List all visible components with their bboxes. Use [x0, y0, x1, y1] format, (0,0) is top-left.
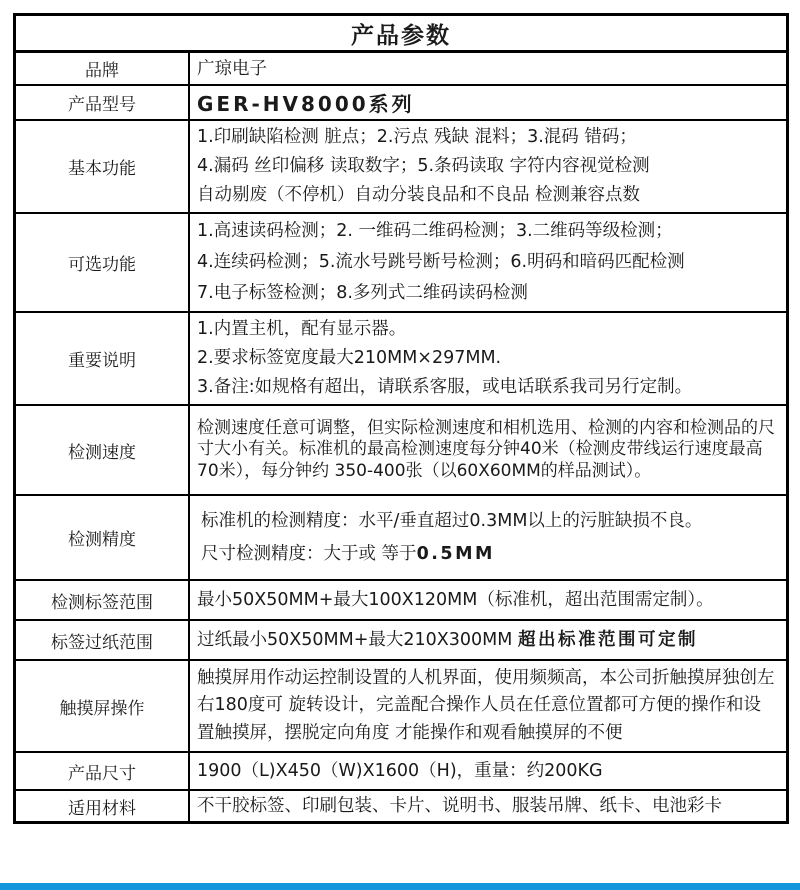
- spec-row-materials: [16, 791, 786, 821]
- paper-range-bold: 超出标准范围可定制: [517, 630, 698, 650]
- paper-range-value: [197, 628, 778, 652]
- row-label-materials: 适用材料: [16, 791, 190, 821]
- dimensions-value: 1900（L)X450（W)X1600（H)，重量：约200KG: [197, 761, 603, 781]
- basic-functions-line1: 1.印刷缺陷检测 脏点；2.污点 残缺 混料；3.混码 错码；: [197, 127, 637, 147]
- important-notes-line1: 1.内置主机，配有显示器。: [197, 319, 407, 339]
- spec-row-important-notes: [16, 313, 786, 406]
- brand-value: 广琼电子: [197, 58, 267, 79]
- spec-row-optional-functions: [16, 214, 786, 313]
- detection-precision-line2-bold: 0.5MM: [416, 543, 495, 564]
- detection-precision-line2-text: 尺寸检测精度：大于或 等于: [201, 543, 417, 564]
- materials-value: 不干胶标签、印刷包装、卡片、说明书、服装吊牌、纸卡、电池彩卡: [197, 796, 722, 816]
- basic-functions-line2: 4.漏码 丝印偏移 读取数字；5.条码读取 字符内容视觉检测: [197, 156, 650, 176]
- spec-row-basic-functions: [16, 121, 786, 214]
- touchscreen-text: 触摸屏用作动运控制设置的人机界面，使用频频高，本公司折触摸屏独创左右180度可 旋转设计，完盖配合操作人员在任意位置都可方便的操作和设置触摸屏，摆脱定向角度 才能操作和观看触摸屏的不便: [197, 667, 775, 743]
- optional-functions-line2: 4.连续码检测；5.流水号跳号断号检测；6.明码和暗码匹配检测: [197, 252, 685, 272]
- row-label-detection-precision: 检测精度: [16, 496, 190, 579]
- spec-row-paper-range: [16, 621, 786, 661]
- spec-row-detection-speed: [16, 406, 786, 496]
- spec-table: [13, 13, 789, 824]
- important-notes-line3: 3.备注:如规格有超出，请联系客服，或电话联系我司另行定制。: [197, 377, 693, 397]
- row-label-important-notes: 重要说明: [16, 313, 190, 404]
- label-range-value: 最小50X50MM+最大100X120MM（标准机，超出范围需定制）。: [197, 590, 714, 610]
- spec-row-model: [16, 86, 786, 121]
- model-value: GER-HV8000系列: [197, 92, 415, 116]
- table-title: 产品参数: [16, 16, 786, 53]
- row-label-paper-range: 标签过纸范围: [16, 621, 190, 659]
- row-label-touchscreen: 触摸屏操作: [16, 661, 190, 751]
- important-notes-line2: 2.要求标签宽度最大210MM×297MM.: [197, 348, 502, 368]
- row-label-model: 产品型号: [16, 86, 190, 119]
- row-label-detection-speed: 检测速度: [16, 406, 190, 494]
- detection-precision-line1: 标准机的检测精度：水平/垂直超过0.3MM以上的污脏缺损不良。: [201, 510, 703, 531]
- spec-row-brand: [16, 53, 786, 86]
- row-label-label-range: 检测标签范围: [16, 581, 190, 619]
- row-label-brand: 品牌: [16, 53, 190, 84]
- detection-precision-line2: [197, 538, 778, 571]
- basic-functions-line3: 自动剔废（不停机）自动分装良品和不良品 检测兼容点数: [197, 185, 641, 205]
- spec-row-touchscreen: [16, 661, 786, 753]
- optional-functions-line3: 7.电子标签检测；8.多列式二维码读码检测: [197, 283, 528, 303]
- row-label-optional-functions: 可选功能: [16, 214, 190, 311]
- spec-row-detection-precision: [16, 496, 786, 581]
- spec-row-label-range: [16, 581, 786, 621]
- spec-row-dimensions: [16, 753, 786, 791]
- optional-functions-line1: 1.高速读码检测；2. 一维码二维码检测；3.二维码等级检测；: [197, 221, 673, 241]
- row-label-dimensions: 产品尺寸: [16, 753, 190, 789]
- paper-range-text: 过纸最小50X50MM+最大210X300MM: [197, 630, 518, 650]
- detection-speed-text: 检测速度任意可调整，但实际检测速度和相机选用、检测的内容和检测品的尺寸大小有关。标准机的最高检测速度每分钟40米（检测皮带线运行速度最高70米），每分钟约 350-400张（以60X60MM的样品测试）。: [197, 417, 775, 481]
- row-label-basic-functions: 基本功能: [16, 121, 190, 212]
- bottom-accent-bar: [0, 883, 800, 890]
